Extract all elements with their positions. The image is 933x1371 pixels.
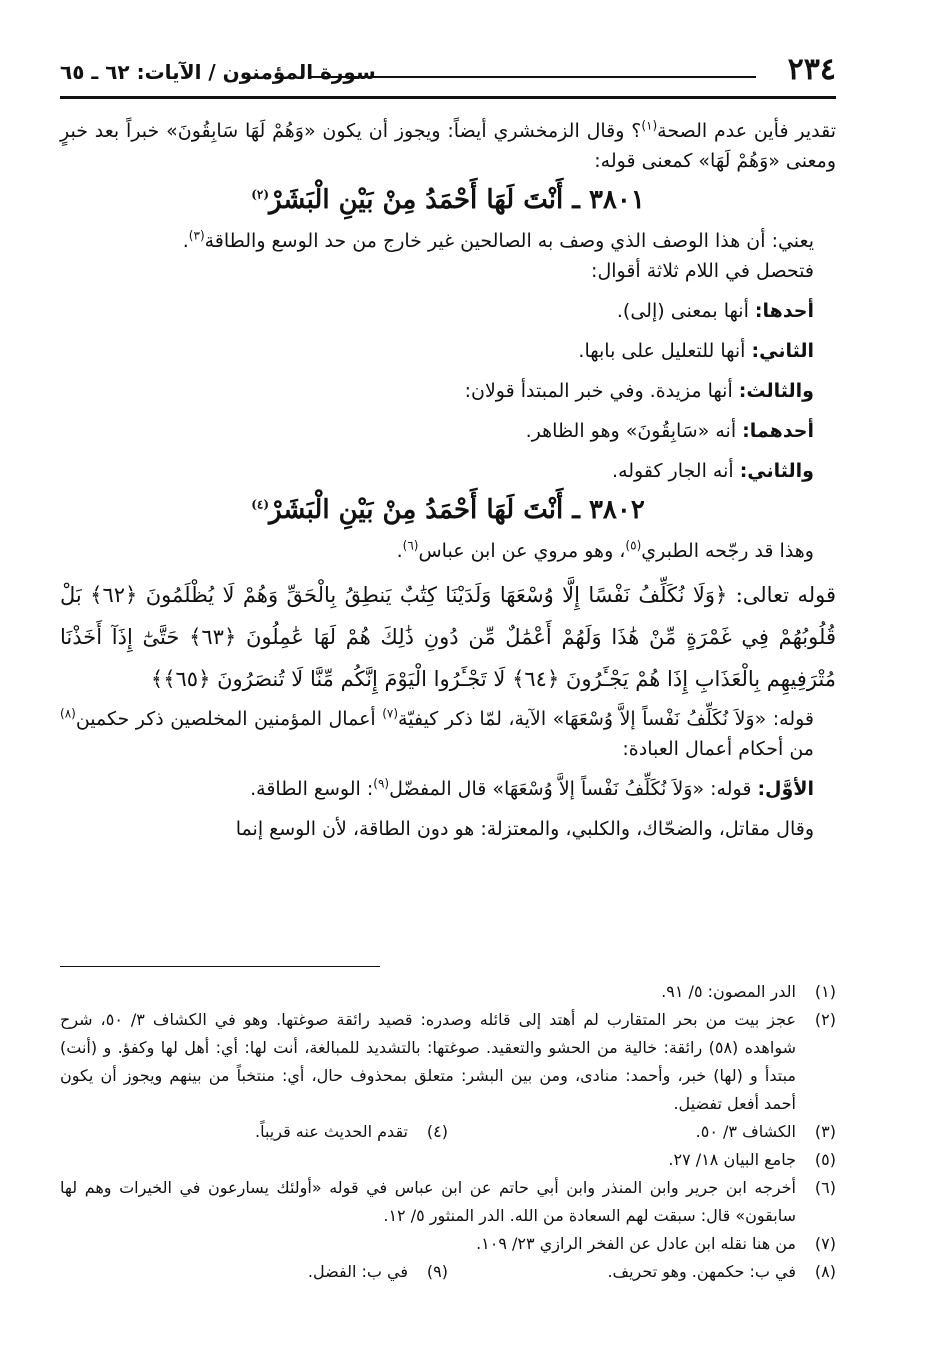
footnote: (٥) جامع البيان ١٨/ ٢٧. (668, 1150, 836, 1169)
quran-intro: قوله تعالى: (727, 583, 836, 607)
book-page (60, 0, 836, 1371)
footnote: (٦) أخرجه ابن جرير وابن المنذر وابن أبي حاتم عن ابن عباس في قوله «أولئك يسارعون في الخيرات وهم لها سابقون» قال: سبقت لهم السعادة من الله. الدر المنثور ٥/ ١٢. (60, 1178, 836, 1225)
main-text (60, 116, 836, 844)
footnote: (٣) الكشاف ٣/ ٥٠. (695, 1122, 836, 1141)
list-item: والثالث: أنها مزيدة. وفي خبر المبتدأ قولان: (464, 380, 814, 402)
footnote-pair (60, 1118, 836, 1146)
list-item: والثاني: أنه الجار كقوله. (612, 460, 814, 482)
list-item: أحدهما: أنه «سَابِقُونَ» وهو الظاهر. (525, 420, 814, 442)
footnote: (٩) في ب: الفضل. (307, 1262, 448, 1281)
list-item: أحدها: أنها بمعنى (إلى). (616, 300, 814, 322)
footnote: (١) الدر المصون: ٥/ ٩١. (661, 982, 836, 1001)
header-rule (310, 76, 756, 78)
paragraph: وهذا قد رجّحه الطبري$^{(٥)}$، وهو مروي عن ابن عباس$^{(٦)}$. (396, 538, 814, 562)
page-header (60, 44, 836, 99)
footnote-ref[interactable]: (٦) (402, 538, 419, 553)
footnote: (٧) من هنا نقله ابن عادل عن الفخر الرازي ٢٣/ ١٠٩. (476, 1234, 836, 1253)
footnote-ref[interactable]: (٥) (625, 538, 642, 553)
footnote: (٨) في ب: حكمهن. وهو تحريف. (607, 1262, 836, 1281)
verse-line: ٣٨٠٢ ـ أَنْتَ لَهَا أَحْمَدُ مِنْ بَيْنِ الْبَشَرْ$^{(٤)}$ (251, 495, 645, 525)
quran-passage (60, 574, 836, 700)
page-number: ٢٣٤ (787, 52, 836, 87)
footnote-pair (60, 1258, 836, 1286)
footnote-separator (60, 966, 380, 967)
paragraph: قوله: «وَلاَ نُكَلِّفُ نَفْساً إلاَّ وُسْعَهَا» الآية، لمّا ذكر كيفيّة$^{(٧)}$ أعمال المؤمنين المخلصين ذكر حكمين$^{(٨)}$ من أحكام أعمال العبادة: (60, 706, 815, 760)
paragraph: يعني: أن هذا الوصف الذي وصف به الصالحين غير خارج من حد الوسع والطاقة$^{(٣)}$. (182, 228, 814, 252)
footnote-ref[interactable]: (٣) (188, 228, 205, 243)
verse-line: ٣٨٠١ ـ أَنْتَ لَهَا أَحْمَدُ مِنْ بَيْنِ الْبَشَرْ$^{(٢)}$ (251, 185, 645, 215)
footnote-ref[interactable]: (٧) (382, 706, 399, 721)
footnote: (٤) تقدم الحديث عنه قريباً. (255, 1122, 448, 1141)
footnote-ref[interactable]: (٩) (373, 776, 390, 791)
quran-text: ﴿وَلَا نُكَلِّفُ نَفْسًا إِلَّا وُسْعَهَا وَلَدَيْنَا كِتَٰبٌ يَنطِقُ بِالْحَقِّ وَهُمْ لَا يُظْلَمُونَ ﴿٦٢﴾ بَلْ قُلُوبُهُمْ فِي غَمْرَةٍ مِّنْ هَٰذَا وَلَهُمْ أَعْمَٰلٌ مِّن دُونِ ذَٰلِكَ هُمْ لَهَا عَٰمِلُونَ ﴿٦٣﴾ حَتَّىٰٓ إِذَآ أَخَذْنَا مُتْرَفِيهِم بِالْعَذَابِ إِذَا هُمْ يَجْـَٔرُونَ ﴿٦٤﴾ لَا تَجْـَٔرُوا الْيَوْمَ إِنَّكُم مِّنَّا لَا تُنصَرُونَ ﴿٦٥﴾﴾ (60, 583, 836, 691)
footnote-ref[interactable]: (٤) (251, 497, 270, 512)
paragraph: تقدير فأين عدم الصحة$^{(١)}$؟ وقال الزمخشري أيضاً: ويجوز أن يكون «وَهُمْ لَهَا سَابِقُونَ» خبراً بعد خبرٍ ومعنى «وَهُمْ لَهَا» كمعنى قوله: (60, 118, 836, 172)
paragraph: الأوَّل: قوله: «وَلاَ نُكَلِّفُ نَفْساً إلاَّ وُسْعَهَا» قال المفضّل$^{(٩)}$: الوسع الطاقة. (250, 776, 814, 800)
running-title: سورة المؤمنون / الآيات: ٦٢ ـ ٦٥ (60, 60, 376, 84)
footnotes (60, 978, 836, 1286)
paragraph: وقال مقاتل، والضحّاك، والكلبي، والمعتزلة: هو دون الطاقة، لأن الوسع إنما (235, 818, 814, 840)
footnote-ref[interactable]: (٢) (251, 187, 270, 202)
footnote-ref[interactable]: (١) (641, 118, 658, 133)
paragraph: فتحصل في اللام ثلاثة أقوال: (591, 260, 814, 282)
footnote: (٢) عجز بيت من بحر المتقارب لم أهتد إلى قائله وصدره: قصيد رائقة صوغتها. وهو في الكشاف ٣/ ٥٠، شرح شواهده (٥٨) رائقة: خالية من الحشو والتعقيد. صوغتها: بالتشديد للمبالغة، أنت لها: أي: أهل لها وكفؤ. و (أنت) مبتدأ و (لها) خبر، وأحمد: منادى، ومن بين البشر: متعلق بمحذوف حال، أي: منتخباً من بينهم ويجوز أن يكون أحمد أفعل تفضيل. (60, 1010, 836, 1113)
list-item: الثاني: أنها للتعليل على بابها. (578, 340, 814, 362)
footnote-ref[interactable]: (٨) (60, 706, 76, 721)
